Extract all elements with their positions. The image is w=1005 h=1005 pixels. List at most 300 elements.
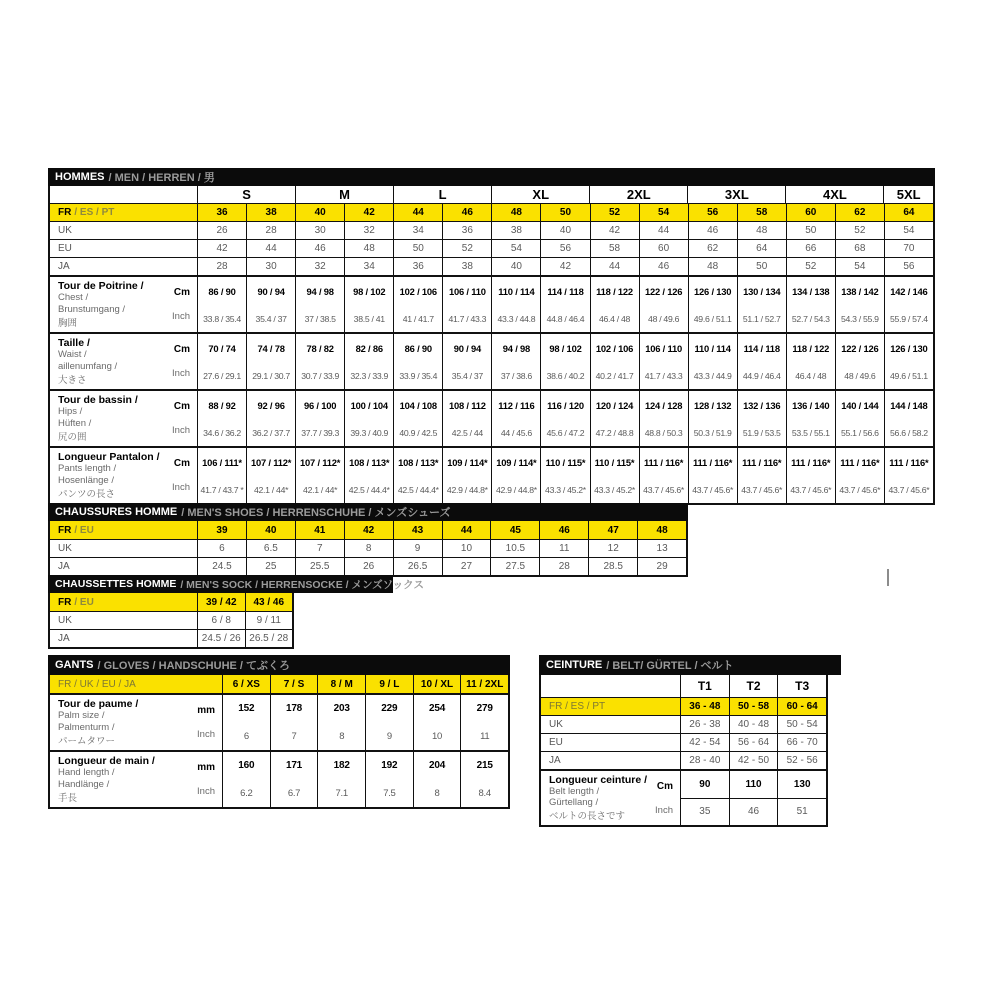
size-cell: 6 / XS bbox=[222, 675, 270, 693]
cm-value: 116 / 120 bbox=[547, 399, 584, 411]
shoes-fr-cells bbox=[197, 521, 686, 539]
label-en: Waist / bbox=[58, 349, 87, 361]
size-cell: 10.5 bbox=[490, 540, 539, 557]
cm-value: 104 / 108 bbox=[399, 399, 437, 411]
size-cell: 56 bbox=[884, 258, 933, 275]
cm-value: 102 / 106 bbox=[399, 285, 437, 297]
size-cell: 32 bbox=[344, 222, 393, 239]
size-cell: 26.5 bbox=[393, 558, 442, 575]
inch-value: 44 / 45.6 bbox=[500, 427, 532, 438]
size-cell: 42 bbox=[344, 204, 393, 221]
size-cell: 26 - 38 bbox=[680, 716, 729, 733]
size-cell: 54 bbox=[639, 204, 688, 221]
size-cell: 40 bbox=[540, 222, 589, 239]
inch-value: 49.6 / 51.1 bbox=[693, 313, 732, 324]
inch-value: 39.3 / 40.9 bbox=[350, 427, 389, 438]
socks-title-bar bbox=[48, 575, 425, 593]
size-group-cell: L bbox=[393, 186, 491, 203]
inch-value: 11 bbox=[480, 730, 490, 742]
belt-size-header: T2 bbox=[729, 675, 778, 697]
socks-fr-row bbox=[50, 593, 292, 611]
measurement-cell bbox=[639, 391, 688, 446]
fr-size-cells bbox=[197, 204, 933, 221]
size-group-cell: 3XL bbox=[687, 186, 785, 203]
measurement-cell bbox=[246, 334, 295, 389]
measurement-cell bbox=[737, 448, 786, 503]
cm-value: 109 / 114* bbox=[447, 456, 488, 468]
unit-inch: Inch bbox=[197, 729, 215, 741]
cm-value: 114 / 118 bbox=[547, 285, 584, 297]
cm-value: 100 / 104 bbox=[350, 399, 388, 411]
inch-value: 42.9 / 44.8* bbox=[495, 484, 537, 495]
unit-cm: Cm bbox=[173, 457, 190, 469]
size-cell: 39 / 42 bbox=[197, 593, 245, 611]
cm-value: 106 / 110 bbox=[448, 285, 486, 297]
size-cell: 40 bbox=[491, 258, 540, 275]
measurement-cell bbox=[413, 695, 461, 750]
inch-value: 34.6 / 36.2 bbox=[203, 427, 241, 438]
label-de: Palmenturm / bbox=[58, 721, 115, 733]
belt-length-row bbox=[541, 769, 826, 825]
belt-size-table bbox=[539, 655, 841, 827]
measurement-cell bbox=[590, 277, 639, 332]
size-cell: 26 bbox=[197, 222, 246, 239]
cm-value: 108 / 113* bbox=[398, 456, 439, 468]
gloves-sizes-row bbox=[50, 675, 508, 693]
gloves-title-bar bbox=[48, 655, 510, 675]
size-cell: 9 / 11 bbox=[245, 612, 293, 629]
size-cell: 10 / XL bbox=[413, 675, 461, 693]
measurement-cell bbox=[688, 277, 737, 332]
size-cell: 12 bbox=[588, 540, 637, 557]
size-cell: 50 bbox=[540, 204, 589, 221]
size-cell: 29 bbox=[637, 558, 686, 575]
measurement-cell bbox=[246, 277, 295, 332]
measurement-cell bbox=[295, 277, 344, 332]
label-en: Pants length / bbox=[58, 463, 117, 475]
measurement-cell bbox=[884, 448, 933, 503]
uk-size-cells bbox=[197, 222, 933, 239]
size-cell: 41 bbox=[295, 521, 344, 539]
measurement-cell bbox=[442, 334, 491, 389]
socks-ja-cells bbox=[197, 630, 292, 647]
mm-value: 182 bbox=[333, 760, 350, 772]
size-cell: 43 / 46 bbox=[245, 593, 293, 611]
cm-value: 86 / 90 bbox=[208, 285, 236, 297]
label-de: aillenumfang / bbox=[58, 360, 118, 372]
measurement-cell bbox=[393, 334, 442, 389]
cm-value: 111 / 116* bbox=[840, 456, 880, 468]
cm-value: 107 / 112* bbox=[300, 456, 341, 468]
inch-value: 43.3 / 44.9 bbox=[693, 370, 732, 381]
label-de: Brunstumgang / bbox=[58, 303, 126, 315]
inch-value: 41.7 / 43.3 bbox=[448, 313, 487, 324]
label-de: Hüften / bbox=[58, 417, 92, 429]
gloves-sizes-label: FR / UK / EU / JA bbox=[58, 678, 136, 690]
measurement-cell bbox=[222, 695, 270, 750]
label-ja: 尻の囲 bbox=[58, 431, 87, 443]
size-cell: 42 - 50 bbox=[729, 752, 778, 769]
inch-value: 48 / 49.6 bbox=[844, 370, 876, 381]
size-cell: 7 / S bbox=[270, 675, 318, 693]
inch-value: 35.4 / 37 bbox=[255, 313, 287, 324]
unit-inch: Inch bbox=[655, 804, 673, 816]
belt-title-translations: / BELT/ GÜRTEL / ベルト bbox=[606, 660, 734, 672]
measurement-cell bbox=[884, 391, 933, 446]
socks-title-translations: / MEN'S SOCK / HERRENSOCKE / メンズソックス bbox=[180, 578, 425, 591]
size-cell: 44 bbox=[442, 521, 491, 539]
cm-value: 108 / 112 bbox=[448, 399, 486, 411]
socks-size-table bbox=[48, 575, 425, 649]
label-fr: Tour de bassin / bbox=[58, 394, 138, 406]
inch-value: 6 bbox=[243, 730, 249, 742]
size-cell: 24.5 bbox=[197, 558, 246, 575]
inch-value: 38.6 / 40.2 bbox=[546, 370, 585, 381]
measurement-label-cell bbox=[50, 277, 197, 332]
label-fr: Taille / bbox=[58, 337, 90, 349]
shoes-table-body bbox=[48, 521, 688, 577]
size-cell: 32 bbox=[295, 258, 344, 275]
size-cell: 70 bbox=[884, 240, 933, 257]
cm-value: 111 / 116* bbox=[791, 456, 831, 468]
measurement-label-text bbox=[549, 774, 647, 822]
size-cell: 11 / 2XL bbox=[460, 675, 508, 693]
measurement-cell bbox=[270, 695, 318, 750]
belt-length-cell bbox=[777, 771, 826, 825]
inch-value: 55.1 / 56.6 bbox=[840, 427, 879, 438]
cm-value: 110 / 114 bbox=[694, 342, 731, 354]
size-cell: 66 - 70 bbox=[777, 734, 826, 751]
measurement-cell bbox=[688, 334, 737, 389]
mm-value: 215 bbox=[476, 760, 493, 772]
cm-value: 94 / 98 bbox=[502, 342, 531, 354]
label-fr: Longueur de main / bbox=[58, 755, 155, 767]
measurement-cell bbox=[835, 334, 884, 389]
size-cell: 54 bbox=[884, 222, 933, 239]
inch-value: 6.2 bbox=[240, 787, 253, 799]
measurement-row bbox=[50, 750, 508, 807]
size-cell: 36 - 48 bbox=[680, 698, 729, 715]
size-cell: 56 bbox=[688, 204, 737, 221]
cm-value: 90 bbox=[681, 771, 729, 799]
label-ja: 大きさ bbox=[58, 374, 87, 386]
measurement-cell bbox=[737, 334, 786, 389]
size-cell: 47 bbox=[588, 521, 637, 539]
label-fr: Longueur ceinture / bbox=[549, 774, 648, 786]
inch-value: 38.5 / 41 bbox=[353, 313, 385, 324]
cm-value: 98 / 102 bbox=[353, 285, 386, 297]
inch-value: 40.2 / 41.7 bbox=[595, 370, 634, 381]
measurement-cell bbox=[197, 334, 246, 389]
unit-inch: Inch bbox=[172, 482, 190, 494]
size-cell: 58 bbox=[737, 204, 786, 221]
label-fr: Tour de Poitrine / bbox=[58, 280, 144, 292]
belt-table-body bbox=[539, 675, 828, 827]
measurement-cell bbox=[835, 391, 884, 446]
cm-value: 88 / 92 bbox=[208, 399, 236, 411]
eu-size-row bbox=[50, 239, 933, 257]
unit-inch: Inch bbox=[172, 425, 190, 437]
inch-value: 48.8 / 50.3 bbox=[644, 427, 683, 438]
inch-value: 46 bbox=[747, 806, 760, 818]
inch-value: 29.1 / 30.7 bbox=[252, 370, 290, 381]
measurement-cell bbox=[737, 277, 786, 332]
size-cell: 46 bbox=[639, 258, 688, 275]
cm-value: 70 / 74 bbox=[208, 342, 236, 354]
inch-value: 55.9 / 57.4 bbox=[890, 313, 928, 324]
unit-mm: mm bbox=[197, 704, 215, 716]
unit-cm: Cm bbox=[173, 400, 190, 412]
cm-value: 102 / 106 bbox=[595, 342, 634, 354]
size-cell: 7 bbox=[295, 540, 344, 557]
cm-value: 110 / 114 bbox=[498, 285, 535, 297]
measurement-cell bbox=[197, 448, 246, 503]
socks-fr-cells bbox=[197, 593, 292, 611]
size-cell: 60 bbox=[639, 240, 688, 257]
cm-value: 138 / 142 bbox=[841, 285, 879, 297]
cm-value: 142 / 146 bbox=[890, 285, 928, 297]
inch-value: 49.6 / 51.1 bbox=[890, 370, 928, 381]
inch-value: 8.4 bbox=[478, 787, 491, 799]
cm-value: 92 / 96 bbox=[257, 399, 285, 411]
size-cell: 26 bbox=[344, 558, 393, 575]
size-cell: 52 bbox=[835, 222, 884, 239]
measurement-cell bbox=[317, 695, 365, 750]
mm-value: 171 bbox=[285, 760, 303, 772]
eu-row-label: EU bbox=[58, 243, 72, 254]
cm-value: 110 bbox=[730, 771, 778, 799]
inch-value: 43.7 / 45.6* bbox=[888, 484, 930, 495]
cm-value: 90 / 94 bbox=[257, 285, 285, 297]
hommes-title: HOMMES bbox=[55, 171, 105, 183]
cm-value: 111 / 116* bbox=[742, 456, 782, 468]
size-cell: 48 bbox=[688, 258, 737, 275]
hommes-size-table bbox=[48, 168, 935, 505]
measurement-label-text bbox=[58, 280, 144, 329]
inch-value: 8 bbox=[339, 730, 345, 742]
cm-value: 94 / 98 bbox=[306, 285, 334, 297]
size-cell: 46 bbox=[539, 521, 588, 539]
measurement-cells bbox=[197, 391, 933, 446]
measurement-cell bbox=[460, 695, 508, 750]
size-cell: 36 bbox=[393, 258, 442, 275]
measurement-cell bbox=[295, 334, 344, 389]
unit-labels bbox=[170, 451, 190, 500]
measurement-cells bbox=[197, 448, 933, 503]
inch-value: 50.3 / 51.9 bbox=[693, 427, 732, 438]
unit-labels bbox=[195, 755, 215, 804]
inch-value: 42.5 / 44 bbox=[451, 427, 483, 438]
shoes-title-bar bbox=[48, 503, 688, 521]
measurement-cells bbox=[222, 752, 508, 807]
size-cell: 60 - 64 bbox=[777, 698, 826, 715]
size-cell: 45 bbox=[490, 521, 539, 539]
size-cell: 36 bbox=[197, 204, 246, 221]
size-cell: 62 bbox=[688, 240, 737, 257]
inch-value: 54.3 / 55.9 bbox=[840, 313, 879, 324]
mm-value: 204 bbox=[428, 760, 446, 772]
measurement-label-cell bbox=[541, 771, 680, 825]
measurement-row bbox=[50, 446, 933, 503]
socks-table-body bbox=[48, 593, 294, 649]
size-cell: 6 bbox=[197, 540, 246, 557]
belt-fr-cells bbox=[680, 698, 826, 715]
cm-value: 110 / 115* bbox=[594, 456, 635, 468]
shoes-title-translations: / MEN'S SHOES / HERRENSCHUHE / メンズシューズ bbox=[181, 507, 451, 519]
measurement-label-cell bbox=[50, 334, 197, 389]
size-cell: 8 / M bbox=[317, 675, 365, 693]
size-cell: 30 bbox=[295, 222, 344, 239]
belt-ja-cells bbox=[680, 752, 826, 769]
belt-length-cell bbox=[729, 771, 778, 825]
inch-value: 7.1 bbox=[335, 787, 348, 799]
inch-value: 10 bbox=[432, 730, 442, 742]
label-ja: ベルトの長さです bbox=[549, 811, 626, 822]
inch-value: 43.3 / 44.8 bbox=[497, 313, 536, 324]
size-cell: 25 bbox=[246, 558, 295, 575]
size-cell: 50 - 58 bbox=[729, 698, 778, 715]
stray-mark bbox=[887, 569, 889, 586]
inch-value: 35.4 / 37 bbox=[451, 370, 483, 381]
cm-value: 118 / 122 bbox=[596, 285, 633, 297]
label-en: Hand length / bbox=[58, 767, 115, 779]
label-ja: 胸囲 bbox=[58, 317, 78, 329]
inch-value: 30.7 / 33.9 bbox=[301, 370, 340, 381]
size-cell: 68 bbox=[835, 240, 884, 257]
size-group-row bbox=[50, 186, 933, 203]
size-cell: 6 / 8 bbox=[197, 612, 245, 629]
measurement-cell bbox=[737, 391, 786, 446]
hommes-title-translations: / MEN / HERREN / 男 bbox=[108, 172, 215, 184]
measurement-cell bbox=[393, 391, 442, 446]
size-cell: 40 - 48 bbox=[729, 716, 778, 733]
measurement-cell bbox=[786, 334, 835, 389]
size-cell: 10 bbox=[442, 540, 491, 557]
inch-value: 35 bbox=[699, 806, 711, 818]
gloves-size-table bbox=[48, 655, 510, 809]
uk-row-label: UK bbox=[58, 615, 72, 626]
size-cell: 24.5 / 26 bbox=[197, 630, 245, 647]
measurement-row bbox=[50, 275, 933, 332]
label-de: Handlänge / bbox=[58, 778, 110, 790]
size-cell: 42 bbox=[344, 521, 393, 539]
fr-label-rest: / EU bbox=[74, 596, 94, 608]
belt-length-cells bbox=[680, 771, 826, 825]
measurement-cell bbox=[365, 695, 413, 750]
size-group-cell: 4XL bbox=[785, 186, 883, 203]
unit-inch: Inch bbox=[172, 311, 190, 323]
size-cell: 44 bbox=[246, 240, 295, 257]
cm-value: 136 / 140 bbox=[792, 399, 830, 411]
inch-value: 7.5 bbox=[383, 787, 396, 799]
label-fr: Tour de paume / bbox=[58, 698, 139, 710]
inch-value: 42.9 / 44.8* bbox=[446, 484, 488, 495]
size-cell: 56 bbox=[540, 240, 589, 257]
measurement-row bbox=[50, 693, 508, 750]
inch-value: 8 bbox=[434, 787, 440, 799]
size-cell: 62 bbox=[835, 204, 884, 221]
ja-size-cells bbox=[197, 258, 933, 275]
uk-row-label: UK bbox=[58, 543, 72, 554]
measurement-cell bbox=[222, 752, 270, 807]
belt-uk-row bbox=[541, 715, 826, 733]
cm-value: 98 / 102 bbox=[549, 342, 582, 354]
size-cell: 34 bbox=[344, 258, 393, 275]
measurement-label-cell bbox=[50, 695, 222, 750]
size-cell: 43 bbox=[393, 521, 442, 539]
unit-inch: Inch bbox=[197, 786, 215, 798]
socks-uk-row bbox=[50, 611, 292, 629]
size-cell: 34 bbox=[393, 222, 442, 239]
gloves-measurement-blocks bbox=[50, 693, 508, 807]
size-cell: 9 / L bbox=[365, 675, 413, 693]
shoes-uk-cells bbox=[197, 540, 686, 557]
belt-header-row bbox=[541, 675, 826, 697]
size-cell: 40 bbox=[246, 521, 295, 539]
inch-value: 9 bbox=[386, 730, 392, 742]
size-cell: 13 bbox=[637, 540, 686, 557]
size-cell: 54 bbox=[491, 240, 540, 257]
uk-size-row bbox=[50, 221, 933, 239]
size-cell: 42 - 54 bbox=[680, 734, 729, 751]
measurement-cell bbox=[590, 448, 639, 503]
measurement-cell bbox=[786, 277, 835, 332]
size-cell: 42 bbox=[197, 240, 246, 257]
size-group-cell: S bbox=[197, 186, 295, 203]
measurement-cell bbox=[460, 752, 508, 807]
cm-value: 126 / 130 bbox=[694, 285, 732, 297]
size-cell: 42 bbox=[590, 222, 639, 239]
ja-size-row bbox=[50, 257, 933, 275]
inch-value: 42.1 / 44* bbox=[253, 484, 289, 495]
measurement-cell bbox=[835, 277, 884, 332]
inch-value: 42.5 / 44.4* bbox=[397, 484, 439, 495]
size-cell: 27.5 bbox=[490, 558, 539, 575]
mm-value: 203 bbox=[333, 703, 350, 715]
label-de: Gürtellang / bbox=[549, 797, 599, 808]
hommes-title-bar bbox=[48, 168, 935, 186]
fr-label-rest: / EU bbox=[74, 524, 94, 536]
belt-ja-row bbox=[541, 751, 826, 769]
size-cell: 30 bbox=[246, 258, 295, 275]
inch-value: 51.9 / 53.5 bbox=[742, 427, 781, 438]
inch-value: 27.6 / 29.1 bbox=[203, 370, 241, 381]
measurement-cell bbox=[786, 448, 835, 503]
socks-ja-row bbox=[50, 629, 292, 647]
fr-label-main: FR bbox=[58, 596, 72, 608]
measurement-label-text bbox=[58, 755, 155, 804]
size-cell: 25.5 bbox=[295, 558, 344, 575]
size-cell: 28 - 40 bbox=[680, 752, 729, 769]
eu-size-cells bbox=[197, 240, 933, 257]
unit-labels bbox=[170, 280, 190, 329]
inch-value: 33.9 / 35.4 bbox=[399, 370, 438, 381]
measurement-cell bbox=[442, 391, 491, 446]
cm-value: 74 / 78 bbox=[257, 342, 285, 354]
shoes-uk-row bbox=[50, 539, 686, 557]
size-cell: 9 bbox=[393, 540, 442, 557]
measurement-cell bbox=[491, 334, 540, 389]
size-cell: 42 bbox=[540, 258, 589, 275]
measurement-cell bbox=[393, 277, 442, 332]
measurement-cell bbox=[442, 277, 491, 332]
cm-value: 140 / 144 bbox=[841, 399, 879, 411]
measurement-cell bbox=[344, 448, 393, 503]
size-cell: 40 bbox=[295, 204, 344, 221]
measurement-cell bbox=[246, 448, 295, 503]
inch-value: 51 bbox=[796, 806, 808, 818]
measurement-label-cell bbox=[50, 448, 197, 503]
